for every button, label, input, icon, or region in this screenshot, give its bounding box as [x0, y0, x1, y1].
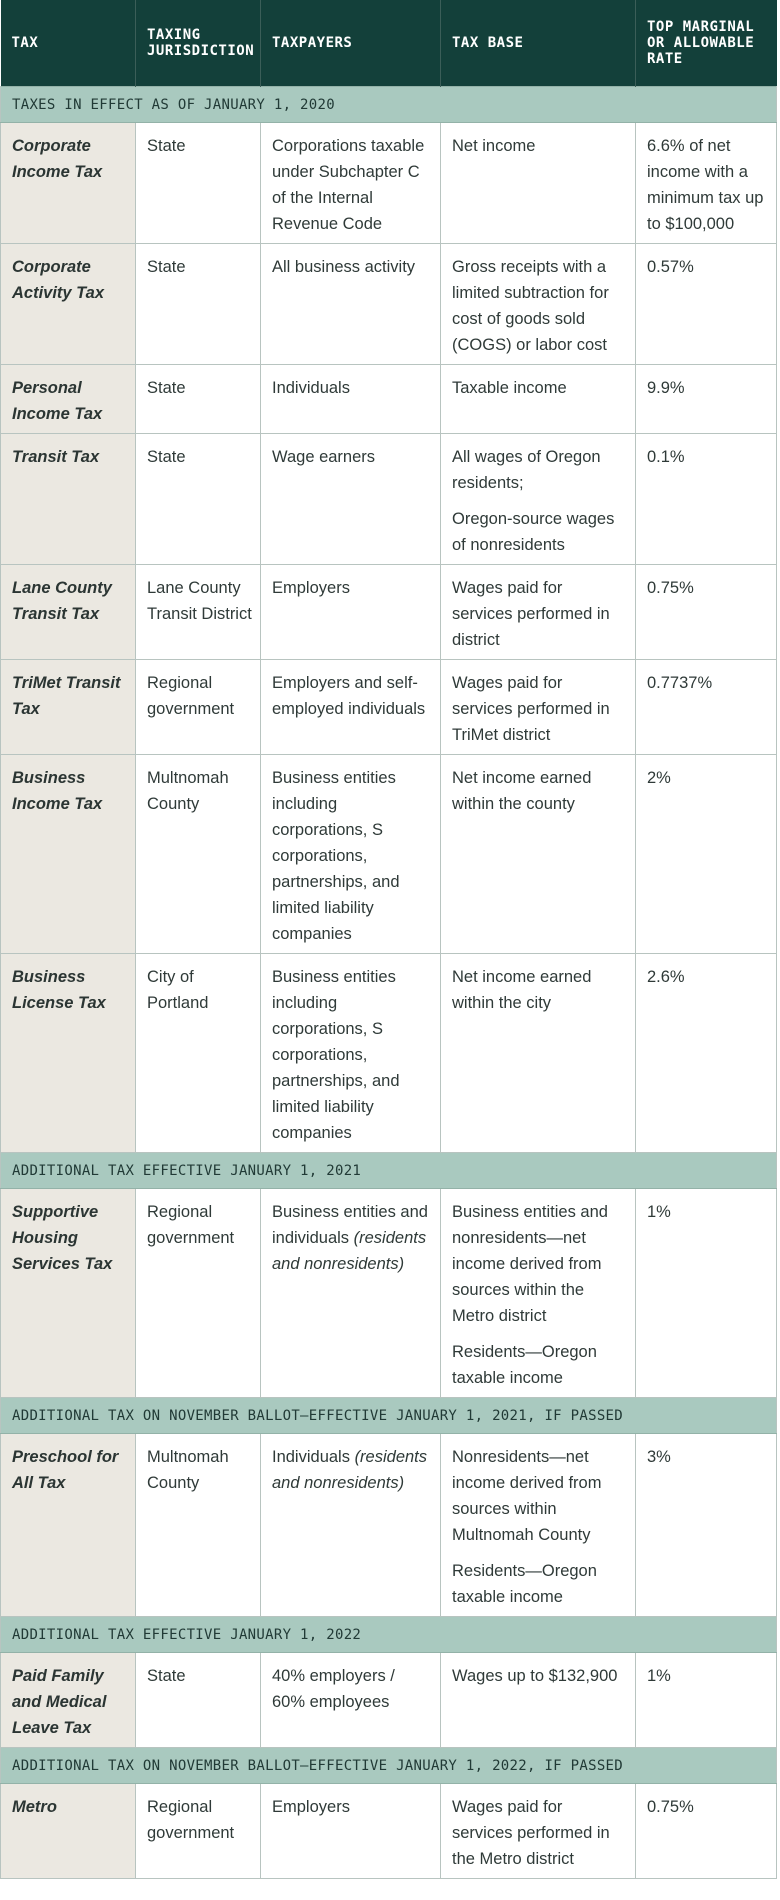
rate-cell: 0.75% [636, 1784, 777, 1879]
rate-cell: 6.6% of net income with a minimum tax up to $100,000 [636, 123, 777, 244]
table-row [1, 1784, 777, 1879]
tax-base-cell [441, 365, 636, 434]
jurisdiction-cell: State [136, 434, 261, 565]
tax-name-cell: Metro [1, 1784, 136, 1879]
tax-base-cell [441, 123, 636, 244]
jurisdiction-cell: Lane County Transit District [136, 565, 261, 660]
taxpayers-note: (residents and nonresidents) [272, 1229, 427, 1273]
tax-base-paragraph: Taxable income [452, 379, 567, 397]
tax-base-cell [441, 1189, 636, 1398]
tax-base-cell [441, 1784, 636, 1879]
section-header-row [1, 87, 777, 123]
taxpayers-text: Business entities and individuals [272, 1203, 428, 1247]
taxpayers-cell [261, 1653, 441, 1748]
taxpayers-cell [261, 1189, 441, 1398]
table-body [1, 87, 777, 1879]
taxpayers-cell [261, 954, 441, 1153]
tax-base-paragraph: Net income [452, 137, 536, 155]
taxpayers-text: All business activity [272, 258, 416, 276]
table-row [1, 1189, 777, 1398]
tax-base-paragraph: All wages of Oregon residents; [452, 448, 601, 492]
tax-name-cell: Business Income Tax [1, 755, 136, 954]
rate-cell: 0.1% [636, 434, 777, 565]
jurisdiction-cell: State [136, 365, 261, 434]
table-row [1, 123, 777, 244]
jurisdiction-cell: Regional government [136, 1189, 261, 1398]
tax-base-cell [441, 755, 636, 954]
taxpayers-text: Business entities including corporations, S corporations, partnerships, and limited liability companies [272, 769, 400, 943]
jurisdiction-cell: State [136, 123, 261, 244]
tax-name-cell: Supportive Housing Services Tax [1, 1189, 136, 1398]
header-row [1, 0, 777, 87]
table-row [1, 434, 777, 565]
section-title: ADDITIONAL TAX EFFECTIVE JANUARY 1, 2021 [1, 1153, 777, 1189]
taxpayers-cell [261, 434, 441, 565]
taxpayers-text: Corporations taxable under Subchapter C of the Internal Revenue Code [272, 137, 425, 233]
rate-cell: 0.57% [636, 244, 777, 365]
tax-base-paragraph: Residents—Oregon taxable income [452, 1562, 597, 1606]
section-title: ADDITIONAL TAX ON NOVEMBER BALLOT—EFFECTIVE JANUARY 1, 2022, IF PASSED [1, 1748, 777, 1784]
rate-cell: 2% [636, 755, 777, 954]
section-title: TAXES IN EFFECT AS OF JANUARY 1, 2020 [1, 87, 777, 123]
taxpayers-note: (residents and nonresidents) [272, 1448, 428, 1492]
tax-name-cell: Paid Family and Medical Leave Tax [1, 1653, 136, 1748]
taxpayers-text: Employers [272, 579, 350, 597]
taxpayers-text: Business entities including corporations, S corporations, partnerships, and limited liability companies [272, 968, 400, 1142]
taxpayers-text: Wage earners [272, 448, 376, 466]
taxpayers-cell [261, 565, 441, 660]
tax-base-paragraph: Gross receipts with a limited subtraction for cost of goods sold (COGS) or labor cost [452, 258, 609, 354]
tax-base-paragraph: Wages paid for services performed in the Metro district [452, 1798, 610, 1868]
tax-name-cell: Personal Income Tax [1, 365, 136, 434]
tax-name-cell: TriMet Transit Tax [1, 660, 136, 755]
jurisdiction-cell: State [136, 244, 261, 365]
section-header-row [1, 1398, 777, 1434]
header-jurisdiction: TAXING JURISDICTION [136, 0, 261, 87]
jurisdiction-cell: Multnomah County [136, 755, 261, 954]
table-row [1, 244, 777, 365]
taxpayers-cell [261, 755, 441, 954]
taxpayers-text: 40% employers / 60% employees [272, 1667, 395, 1711]
tax-name-cell: Business License Tax [1, 954, 136, 1153]
tax-name-cell: Corporate Income Tax [1, 123, 136, 244]
taxpayers-cell [261, 123, 441, 244]
section-header-row [1, 1748, 777, 1784]
jurisdiction-cell: City of Portland [136, 954, 261, 1153]
table-row [1, 365, 777, 434]
tax-base-cell [441, 954, 636, 1153]
tax-base-paragraph: Net income earned within the county [452, 769, 592, 813]
tax-base-paragraph: Business entities and nonresidents—net income derived from sources within the Metro district [452, 1203, 608, 1325]
header-taxpayers: TAXPAYERS [261, 0, 441, 87]
rate-cell: 0.7737% [636, 660, 777, 755]
taxpayers-cell [261, 1784, 441, 1879]
header-tax: TAX [1, 0, 136, 87]
rate-cell: 1% [636, 1653, 777, 1748]
taxpayers-cell [261, 660, 441, 755]
table-row [1, 660, 777, 755]
table-header [1, 0, 777, 87]
taxpayers-text: Employers and self-employed individuals [272, 674, 426, 718]
jurisdiction-cell: Regional government [136, 660, 261, 755]
tax-name-cell: Corporate Activity Tax [1, 244, 136, 365]
taxpayers-text: Individuals [272, 1448, 350, 1466]
table-row [1, 1434, 777, 1617]
rate-cell: 0.75% [636, 565, 777, 660]
taxpayers-cell [261, 244, 441, 365]
tax-base-paragraph: Wages paid for services performed in TriMet district [452, 674, 610, 744]
tax-base-paragraph: Oregon-source wages of nonresidents [452, 510, 615, 554]
table-row [1, 1653, 777, 1748]
taxpayers-cell [261, 365, 441, 434]
section-header-row [1, 1153, 777, 1189]
rate-cell: 1% [636, 1189, 777, 1398]
section-title: ADDITIONAL TAX EFFECTIVE JANUARY 1, 2022 [1, 1617, 777, 1653]
section-title: ADDITIONAL TAX ON NOVEMBER BALLOT—EFFECTIVE JANUARY 1, 2021, IF PASSED [1, 1398, 777, 1434]
tax-name-cell: Transit Tax [1, 434, 136, 565]
jurisdiction-cell: Regional government [136, 1784, 261, 1879]
header-rate: TOP MARGINAL OR ALLOWABLE RATE [636, 0, 777, 87]
tax-base-cell [441, 565, 636, 660]
section-header-row [1, 1617, 777, 1653]
tax-base-cell [441, 434, 636, 565]
tax-base-cell [441, 1434, 636, 1617]
tax-name-cell: Preschool for All Tax [1, 1434, 136, 1617]
tax-base-paragraph: Residents—Oregon taxable income [452, 1343, 597, 1387]
rate-cell: 3% [636, 1434, 777, 1617]
tax-base-paragraph: Nonresidents—net income derived from sources within Multnomah County [452, 1448, 602, 1544]
taxpayers-text: Employers [272, 1798, 350, 1816]
table-row [1, 954, 777, 1153]
taxpayers-text: Individuals [272, 379, 350, 397]
tax-base-paragraph: Wages paid for services performed in district [452, 579, 610, 649]
jurisdiction-cell: State [136, 1653, 261, 1748]
jurisdiction-cell: Multnomah County [136, 1434, 261, 1617]
tax-name-cell: Lane County Transit Tax [1, 565, 136, 660]
taxpayers-cell [261, 1434, 441, 1617]
tax-base-paragraph: Wages up to $132,900 [452, 1667, 618, 1685]
rate-cell: 9.9% [636, 365, 777, 434]
rate-cell: 2.6% [636, 954, 777, 1153]
tax-base-paragraph: Net income earned within the city [452, 968, 592, 1012]
table-row [1, 565, 777, 660]
tax-base-cell [441, 244, 636, 365]
tax-base-cell [441, 660, 636, 755]
tax-base-cell [441, 1653, 636, 1748]
header-tax-base: TAX BASE [441, 0, 636, 87]
table-row [1, 755, 777, 954]
